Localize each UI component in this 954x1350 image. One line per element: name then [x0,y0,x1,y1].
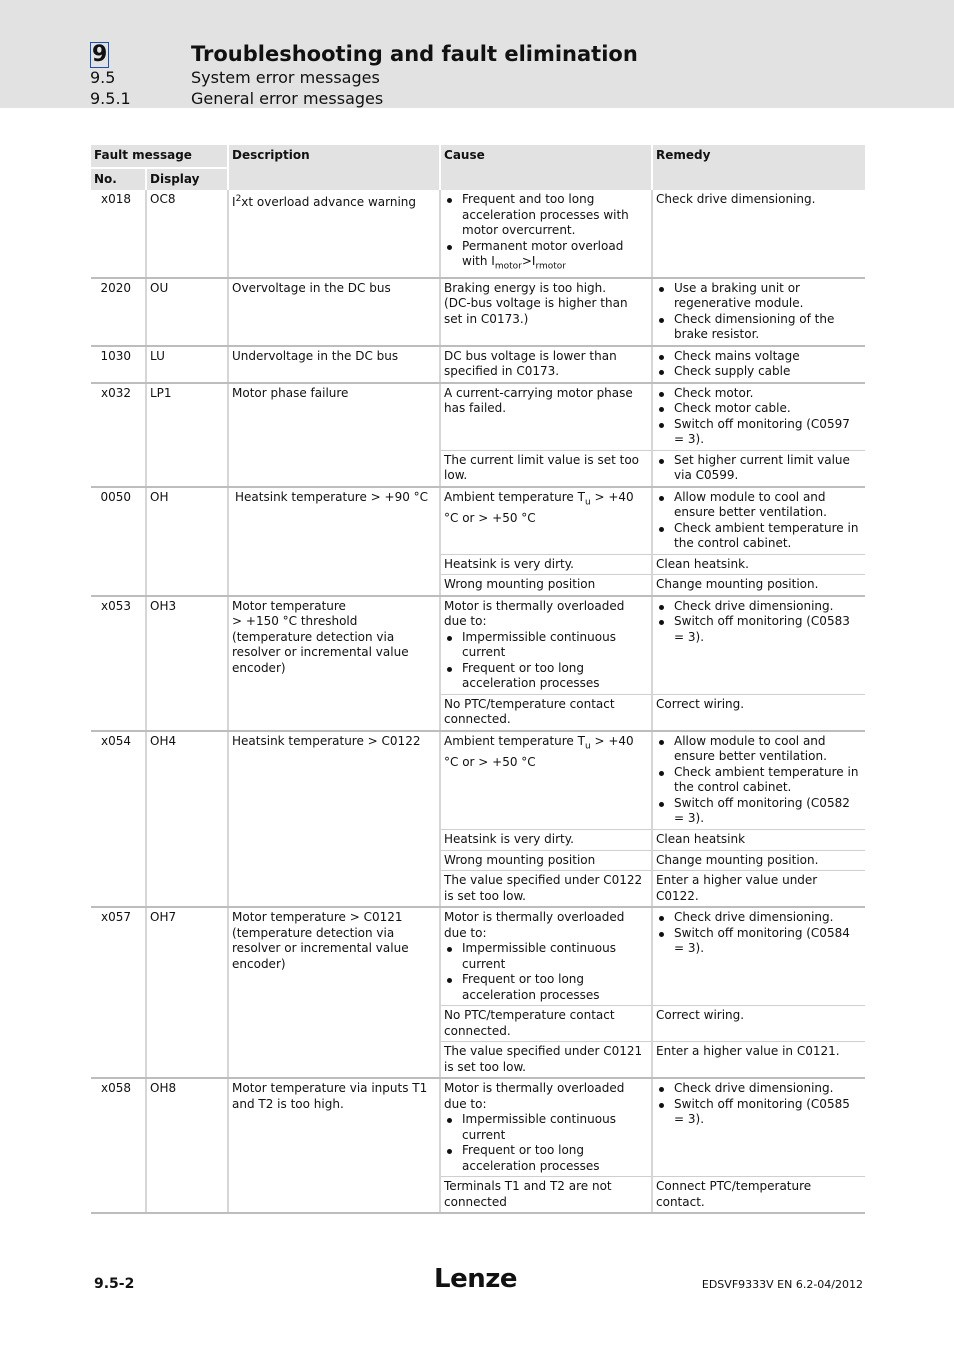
chapter-number[interactable]: 9 [92,42,108,67]
fault-display: OH3 [146,596,228,731]
cause-intro: Motor is thermally overloaded due to: [444,1081,625,1111]
fault-cause: The value specified under C0121 is set too low. [440,1042,652,1079]
list-item: Check ambient temperature in the control cabinet. [674,765,862,796]
list-item: Switch off monitoring (C0584 = 3). [674,926,862,957]
fault-remedy [652,907,865,1006]
list-item: Allow module to cool and ensure better ventilation. [674,734,862,765]
fault-number: x054 [91,731,146,908]
fault-cause: Heatsink is very dirty. [440,830,652,851]
fault-cause [440,907,652,1006]
fault-description: Overvoltage in the DC bus [228,278,440,346]
table-row [91,383,865,451]
fault-remedy [652,278,865,346]
list-item: Allow module to cool and ensure better ventilation. [674,490,862,521]
fault-number: 2020 [91,278,146,346]
fault-cause: Braking energy is too high. (DC-bus voltage is higher than set in C0173.) [440,278,652,346]
fault-cause: Ambient temperature $T_u > +40$ °C or > +50 °C [440,731,652,830]
section-number: 9.5 [90,68,116,87]
fault-remedy: Correct wiring. [652,1006,865,1042]
header-remedy: Remedy [652,145,865,190]
table-row [91,596,865,695]
fault-remedy: Clean heatsink [652,830,865,851]
fault-remedy: Enter a higher value under C0122. [652,871,865,908]
fault-display: OU [146,278,228,346]
fault-description: Heatsink temperature > +90 °C [228,487,440,596]
fault-description: Undervoltage in the DC bus [228,346,440,383]
fault-cause: The current limit value is set too low. [440,450,652,487]
list-item: Check dimensioning of the brake resistor. [674,312,862,343]
list-item: Check motor. [674,386,862,402]
list-item: Impermissible continuous current [462,941,648,972]
fault-number: x032 [91,383,146,487]
fault-remedy: Connect PTC/temperature contact. [652,1177,865,1214]
list-item: Switch off monitoring (C0597 = 3). [674,417,862,448]
fault-description: Motor temperature > C0121 (temperature detection via resolver or incremental value encoder) [228,907,440,1078]
fault-display: OH8 [146,1078,228,1213]
fault-table [91,145,865,1214]
fault-remedy: Check drive dimensioning. [652,190,865,278]
fault-cause [440,1078,652,1177]
list-item: Check drive dimensioning. [674,910,862,926]
table-row [91,907,865,1006]
fault-cause: No PTC/temperature contact connected. [440,1006,652,1042]
fault-cause: A current-carrying motor phase has failed. [440,383,652,451]
table-row [91,346,865,383]
fault-cause: Heatsink is very dirty. [440,554,652,575]
fault-remedy [652,596,865,695]
fault-number: 1030 [91,346,146,383]
fault-display: OC8 [146,190,228,278]
fault-cause: Ambient temperature $T_u > +40$ °C or > +50 °C [440,487,652,555]
fault-remedy [652,450,865,487]
list-item: Set higher current limit value via C0599. [674,453,862,484]
list-item: Frequent or too long acceleration processes [462,661,648,692]
list-item: Switch off monitoring (C0582 = 3). [674,796,862,827]
table-row [91,190,865,278]
fault-number: x018 [91,190,146,278]
list-item: Frequent and too long acceleration processes with motor overcurrent. [462,192,648,239]
table-row [91,487,865,555]
list-item: Frequent or too long acceleration processes [462,1143,648,1174]
header-description: Description [228,145,440,190]
fault-number: x058 [91,1078,146,1213]
fault-description: Motor phase failure [228,383,440,487]
fault-remedy: Change mounting position. [652,575,865,596]
fault-remedy [652,346,865,383]
fault-remedy: Enter a higher value in C0121. [652,1042,865,1079]
list-item: Use a braking unit or regenerative module. [674,281,862,312]
fault-cause: Wrong mounting position [440,850,652,871]
chapter-title: Troubleshooting and fault elimination [191,42,638,66]
fault-number: 0050 [91,487,146,596]
list-item: Impermissible continuous current [462,630,648,661]
fault-display: LU [146,346,228,383]
subsection-title: General error messages [191,89,384,108]
list-item: Check motor cable. [674,401,862,417]
fault-remedy [652,1078,865,1177]
header-cause: Cause [440,145,652,190]
fault-description: $I^2xt$ overload advance warning [228,190,440,278]
cause-intro: Motor is thermally overloaded due to: [444,910,625,940]
list-item: Check supply cable [674,364,862,380]
subsection-number: 9.5.1 [90,89,131,108]
fault-cause: Terminals T1 and T2 are not connected [440,1177,652,1214]
list-item: Permanent motor overload with $I_{motor}>I_{rmotor}$ [462,239,648,275]
table-row [91,1078,865,1177]
table-row [91,278,865,346]
fault-cause: The value specified under C0122 is set too low. [440,871,652,908]
fault-display: OH7 [146,907,228,1078]
fault-remedy: Correct wiring. [652,694,865,731]
fault-remedy: Clean heatsink. [652,554,865,575]
list-item: Impermissible continuous current [462,1112,648,1143]
list-item: Frequent or too long acceleration processes [462,972,648,1003]
fault-remedy [652,731,865,830]
header-no: No. [91,168,146,191]
section-title: System error messages [191,68,380,87]
fault-display: OH [146,487,228,596]
header-fault-message: Fault message [91,145,228,168]
fault-description: Motor temperature via inputs T1 and T2 is too high. [228,1078,440,1213]
fault-display: OH4 [146,731,228,908]
list-item: Switch off monitoring (C0585 = 3). [674,1097,862,1128]
page-number: 9.5-2 [94,1276,135,1292]
fault-description: Heatsink temperature > C0122 [228,731,440,908]
fault-remedy [652,383,865,451]
list-item: Check ambient temperature in the control cabinet. [674,521,862,552]
fault-cause: Wrong mounting position [440,575,652,596]
list-item: Check mains voltage [674,349,862,365]
cause-intro: Motor is thermally overloaded due to: [444,598,625,629]
table-row [91,731,865,830]
document-id: EDSVF9333V EN 6.2-04/2012 [701,1278,863,1291]
list-item: Switch off monitoring (C0583 = 3). [674,614,862,645]
fault-remedy: Change mounting position. [652,850,865,871]
fault-cause: No PTC/temperature contact connected. [440,694,652,731]
fault-number: x057 [91,907,146,1078]
list-item: Check drive dimensioning. [674,1081,862,1097]
fault-number: x053 [91,596,146,731]
fault-cause: DC bus voltage is lower than specified in C0173. [440,346,652,383]
list-item: Check drive dimensioning. [674,599,862,615]
fault-display: LP1 [146,383,228,487]
fault-description: Motor temperature > +150 °C threshold (temperature detection via resolver or incremental value encoder) [228,596,440,731]
lenze-logo: Lenze [434,1264,517,1294]
fault-remedy [652,487,865,555]
header-display: Display [146,168,228,191]
fault-cause [440,596,652,695]
fault-cause [440,190,652,278]
